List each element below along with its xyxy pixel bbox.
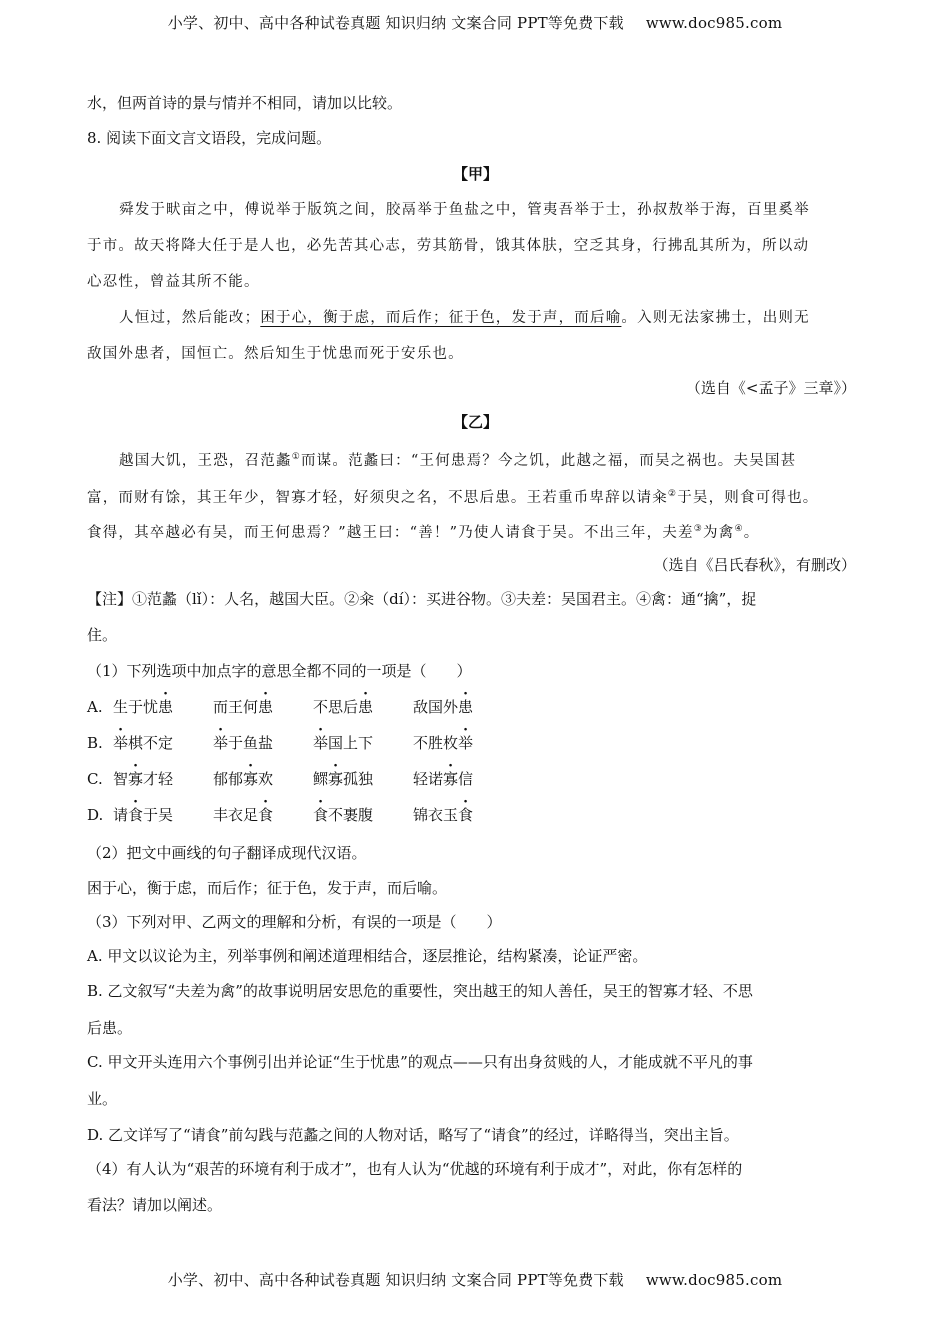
- sub-question-4-cont: 看法？请加以阐述。: [87, 1196, 223, 1214]
- text-segment: 为禽: [703, 525, 735, 541]
- text-segment: 富，而财有馀，其王年少，智寡才轻，好须臾之名，不思后患。王若重币卑辞以请籴: [87, 490, 668, 506]
- choice-a: A. 甲文以议论为主，列举事例和阐述道理相结合，逐层推论，结构紧凑，论证严密。: [87, 947, 648, 965]
- phrase-text: 国上下: [328, 734, 374, 752]
- option-phrase: [413, 769, 473, 789]
- emphasized-char: 举: [313, 734, 329, 752]
- emphasized-char: 寡: [443, 770, 459, 788]
- option-phrase: [313, 697, 373, 717]
- footnote-mark: ②: [667, 489, 678, 499]
- text-segment: 。: [743, 525, 760, 541]
- passage-jia-line: [119, 308, 896, 328]
- text-segment: 人恒过，然后能改；: [119, 310, 261, 326]
- phrase-text: 不思后: [313, 698, 359, 716]
- option-phrase: [113, 733, 173, 753]
- phrase-text: 不裹腹: [328, 806, 374, 824]
- passage-yi-line: [87, 519, 864, 543]
- choice-c-cont: 业。: [87, 1090, 118, 1108]
- underlined-sentence: 困于心，衡于虑，而后作；征于色，发于声，而后喻: [260, 310, 622, 326]
- source-citation: （选自《吕氏春秋》，有删改）: [653, 556, 856, 574]
- option-phrase: [213, 733, 273, 753]
- passage-jia-line: 于市。故天将降大任于是人也，必先苦其心志，劳其筋骨，饿其体肤，空乏其身，行拂乱其所为，所以动: [87, 238, 810, 254]
- emphasized-char: 患: [158, 698, 174, 716]
- option-phrase: [113, 805, 173, 825]
- text-segment: 越国大饥，王恐，召范蠡: [119, 453, 292, 469]
- question-8-heading: 8. 阅读下面文言文语段，完成问题。: [87, 129, 332, 147]
- section-title-yi: 【乙】: [452, 413, 498, 431]
- text-segment: 食得，其卒越必有吴，而王何患焉？”越王曰：“善！”乃使人请食于吴。不出三年，夫差: [87, 525, 694, 541]
- phrase-text: 才轻: [143, 770, 174, 788]
- phrase-text: 信: [458, 770, 474, 788]
- option-phrase: [313, 769, 373, 789]
- option-letter: C.: [87, 770, 103, 788]
- passage-jia-line: 心忍性，曾益其所不能。: [87, 274, 260, 290]
- phrase-text: 鳏: [313, 770, 329, 788]
- emphasized-char: 食: [258, 806, 274, 824]
- option-phrase: [313, 805, 373, 825]
- source-citation: （选自《<孟子》三章》）: [685, 379, 856, 397]
- option-phrase: [113, 697, 173, 717]
- choice-b: B. 乙文叙写“夫差为禽”的故事说明居安思危的重要性，突出越王的知人善任，吴王的智寡才轻、不思: [87, 982, 753, 1000]
- passage-yi-line: [119, 447, 896, 471]
- text-segment: 而谋。范蠡曰：“王何患焉？今之饥，此越之福，而吴之祸也。夫吴国甚: [300, 453, 797, 469]
- phrase-text: 于吴: [143, 806, 174, 824]
- option-phrase: [213, 805, 273, 825]
- option-letter: B.: [87, 734, 103, 752]
- emphasized-char: 举: [113, 734, 129, 752]
- phrase-text: 而王何: [213, 698, 259, 716]
- header-text: 小学、初中、高中各种试卷真题 知识归纳 文案合同 PPT等免费下载: [167, 14, 624, 32]
- text-segment: 。入则无法家拂士，出则无: [621, 310, 810, 326]
- option-phrase: [413, 697, 473, 717]
- footnote-line: 住。: [87, 626, 118, 644]
- text-line: 水，但两首诗的景与情并不相同，请加以比较。: [87, 94, 403, 112]
- section-title-jia: 【甲】: [452, 165, 498, 183]
- emphasized-char: 患: [458, 698, 474, 716]
- page-header: [0, 12, 950, 33]
- passage-yi-line: [87, 484, 864, 508]
- phrase-text: 不胜枚: [413, 734, 459, 752]
- option-phrase: [213, 697, 273, 717]
- sub-question-3: （3）下列对甲、乙两文的理解和分析，有误的一项是（ ）: [87, 913, 502, 931]
- phrase-text: 锦衣玉: [413, 806, 459, 824]
- emphasized-char: 患: [258, 698, 274, 716]
- phrase-text: 孤独: [343, 770, 374, 788]
- phrase-text: 智: [113, 770, 129, 788]
- passage-jia-line: 敌国外患者，国恒亡。然后知生于忧患而死于安乐也。: [87, 346, 464, 362]
- footnote-mark: ①: [291, 452, 301, 462]
- option-letter: D.: [87, 806, 104, 824]
- page-footer: [0, 1269, 950, 1290]
- emphasized-char: 寡: [128, 770, 144, 788]
- choice-b-cont: 后患。: [87, 1019, 133, 1037]
- phrase-text: 敌国外: [413, 698, 459, 716]
- phrase-text: 棋不定: [128, 734, 174, 752]
- phrase-text: 生于忧: [113, 698, 159, 716]
- phrase-text: 郁郁: [213, 770, 244, 788]
- phrase-text: 丰衣足: [213, 806, 259, 824]
- option-letter: A.: [87, 698, 103, 716]
- option-phrase: [413, 733, 473, 753]
- passage-jia-line: 舜发于畎亩之中，傅说举于版筑之间，胶鬲举于鱼盐之中，管夷吾举于士，孙叔敖举于海，百里奚举: [119, 202, 810, 218]
- phrase-text: 轻诺: [413, 770, 444, 788]
- phrase-text: 欢: [258, 770, 274, 788]
- choice-c: C. 甲文开头连用六个事例引出并论证“生于忧患”的观点——只有出身贫贱的人，才能成就不平凡的事: [87, 1053, 753, 1071]
- emphasized-char: 食: [458, 806, 474, 824]
- emphasized-char: 举: [458, 734, 474, 752]
- sub-question-1: （1）下列选项中加点字的意思全都不同的一项是（ ）: [87, 662, 472, 680]
- option-phrase: [313, 733, 373, 753]
- footnote-mark: ③: [693, 524, 704, 534]
- emphasized-char: 寡: [328, 770, 344, 788]
- emphasized-char: 寡: [243, 770, 259, 788]
- emphasized-char: 举: [213, 734, 229, 752]
- sub-question-2: （2）把文中画线的句子翻译成现代汉语。: [87, 844, 367, 862]
- footer-text: 小学、初中、高中各种试卷真题 知识归纳 文案合同 PPT等免费下载: [167, 1271, 624, 1289]
- phrase-text: 请: [113, 806, 129, 824]
- translation-sentence: 困于心，衡于虑，而后作；征于色，发于声，而后喻。: [87, 879, 448, 897]
- footer-url[interactable]: www.doc985.com: [645, 1271, 783, 1289]
- option-phrase: [413, 805, 473, 825]
- emphasized-char: 食: [128, 806, 144, 824]
- sub-question-4: （4）有人认为“艰苦的环境有利于成才”，也有人认为“优越的环境有利于成才”，对此，你有怎样的: [87, 1160, 743, 1178]
- emphasized-char: 食: [313, 806, 329, 824]
- phrase-text: 于鱼盐: [228, 734, 274, 752]
- header-url[interactable]: www.doc985.com: [645, 14, 783, 32]
- text-segment: 于吴，则食可得也。: [677, 490, 819, 506]
- choice-d: D. 乙文详写了“请食”前勾践与范蠡之间的人物对话，略写了“请食”的经过，详略得当，突出主旨。: [87, 1126, 739, 1144]
- option-phrase: [213, 769, 273, 789]
- footnote-mark: ④: [734, 524, 744, 534]
- emphasized-char: 患: [358, 698, 374, 716]
- option-phrase: [113, 769, 173, 789]
- footnote-line: 【注】①范蠡（lǐ）：人名，越国大臣。②籴（dí）：买进谷物。③夫差：吴国君主。④禽：通“擒”，捉: [87, 590, 757, 608]
